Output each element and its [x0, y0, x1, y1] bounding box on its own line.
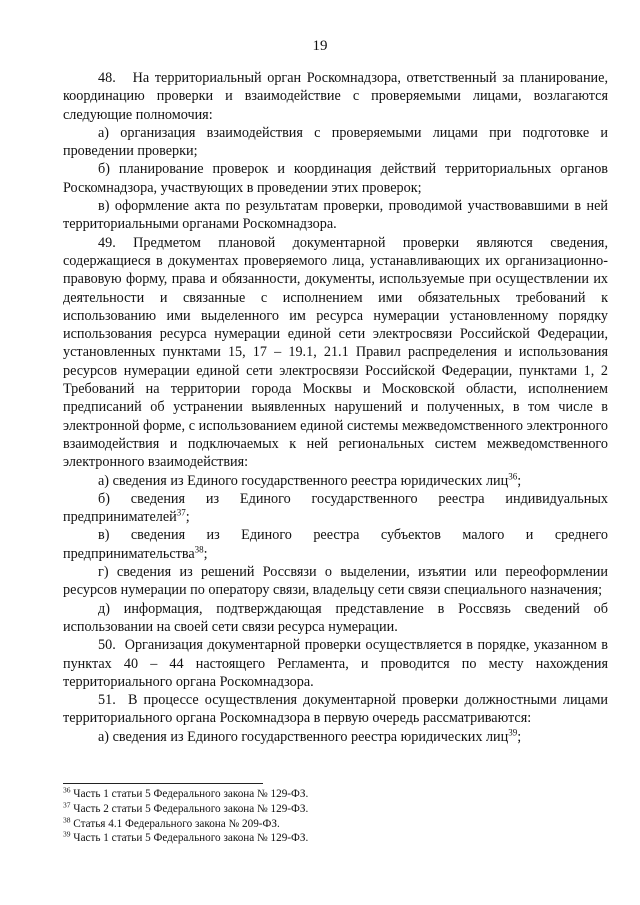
paragraph-48-a: а) организация взаимодействия с проверяемыми лицами при подготовке и проведении проверки; — [63, 124, 608, 160]
paragraph-49-a: а) сведения из Единого государственного реестра юридических лиц$^{36}$; — [98, 470, 522, 489]
document-body — [63, 69, 608, 746]
paragraph-51: 51. В процессе осуществления документарной проверки должностными лицами территориального органа Роскомнадзора в первую очередь рассматриваются: — [63, 692, 608, 727]
footnote-ref-36: 36 — [508, 470, 518, 481]
paragraph-50: 50. Организация документарной проверки осуществляется в порядке, указанном в пунктах 40 – 44 настоящего Регламента, и проводится по месту нахождения территориального органа Роскомнадзора. — [63, 637, 608, 690]
footnote-ref-38: 38 — [194, 543, 204, 554]
footnote-37: $^{37}$ Часть 2 статьи 5 Федерального закона № 129-ФЗ. — [63, 800, 309, 815]
paragraph-48-v: в) оформление акта по результатам проверки, проводимой участвовавшими в ней территориальными органами Роскомнадзора. — [63, 198, 608, 233]
paragraph-49-d: д) информация, подтверждающая представление в Россвязь сведений об использовании на своей сети связи ресурса нумерации. — [63, 600, 608, 635]
footnote-ref-39: 39 — [508, 726, 518, 737]
page-number: 19 — [312, 38, 328, 54]
paragraph-49-v: в) сведения из Единого реестра субъектов малого и среднего предпринимательства$^{38}$; — [63, 527, 608, 562]
paragraph-49: 49. Предметом плановой документарной проверки являются сведения, содержащиеся в документах проверяемого лица, устанавливающих их организационно-правовую форму, права и обязанности, документы, используемые при осуществлении их деятельности и связанные с исполнением ими обязательных требований к использованию ими выделенного им ресурса нумерации установленному порядку использования ресурса нумерации единой сети электросвязи Российской Федерации, установленных пунктами 15, 17 – 19.1, 21.1 Правил распределения и использования ресурсов нумерации единой сети электросвязи Российской Федерации, пунктами 1, 2 Требований на территории города Москвы и Московской области, исполнением предписаний об устранении выявленных нарушений и полученных, в том числе в электронной форме, с использованием единой системы межведомственного электронного взаимодействия и подключаемых к ней региональных систем межведомственного электронного взаимодействия: — [63, 234, 608, 471]
footnote-ref-37: 37 — [176, 507, 186, 518]
footnote-39: $^{39}$ Часть 1 статьи 5 Федерального закона № 129-ФЗ. — [63, 829, 309, 845]
paragraph-48-b: б) планирование проверок и координация действий территориальных органов Роскомнадзора, участвующих в проведении этих проверок; — [63, 161, 608, 196]
paragraph-51-a: а) сведения из Единого государственного реестра юридических лиц$^{39}$; — [98, 726, 522, 745]
paragraph-49-g: г) сведения из решений Россвязи о выделении, изъятии или переоформлении ресурсов нумерации по оператору связи, владельцу сети связи специального назначения; — [63, 564, 608, 599]
footnote-38: $^{38}$ Статья 4.1 Федерального закона № 209-ФЗ. — [63, 814, 280, 830]
footnote-36: $^{36}$ Часть 1 статьи 5 Федерального закона № 129-ФЗ. — [63, 785, 309, 800]
paragraph-49-b: б) сведения из Единого государственного реестра индивидуальных предпринимателей$^{37}$; — [63, 490, 608, 526]
footnote-separator — [63, 783, 263, 784]
footnotes — [63, 787, 608, 846]
paragraph-48: 48. На территориальный орган Роскомнадзора, ответственный за планирование, координацию проверки и взаимодействие с проверяемыми лицами, возлагаются следующие полномочия: — [63, 70, 608, 123]
